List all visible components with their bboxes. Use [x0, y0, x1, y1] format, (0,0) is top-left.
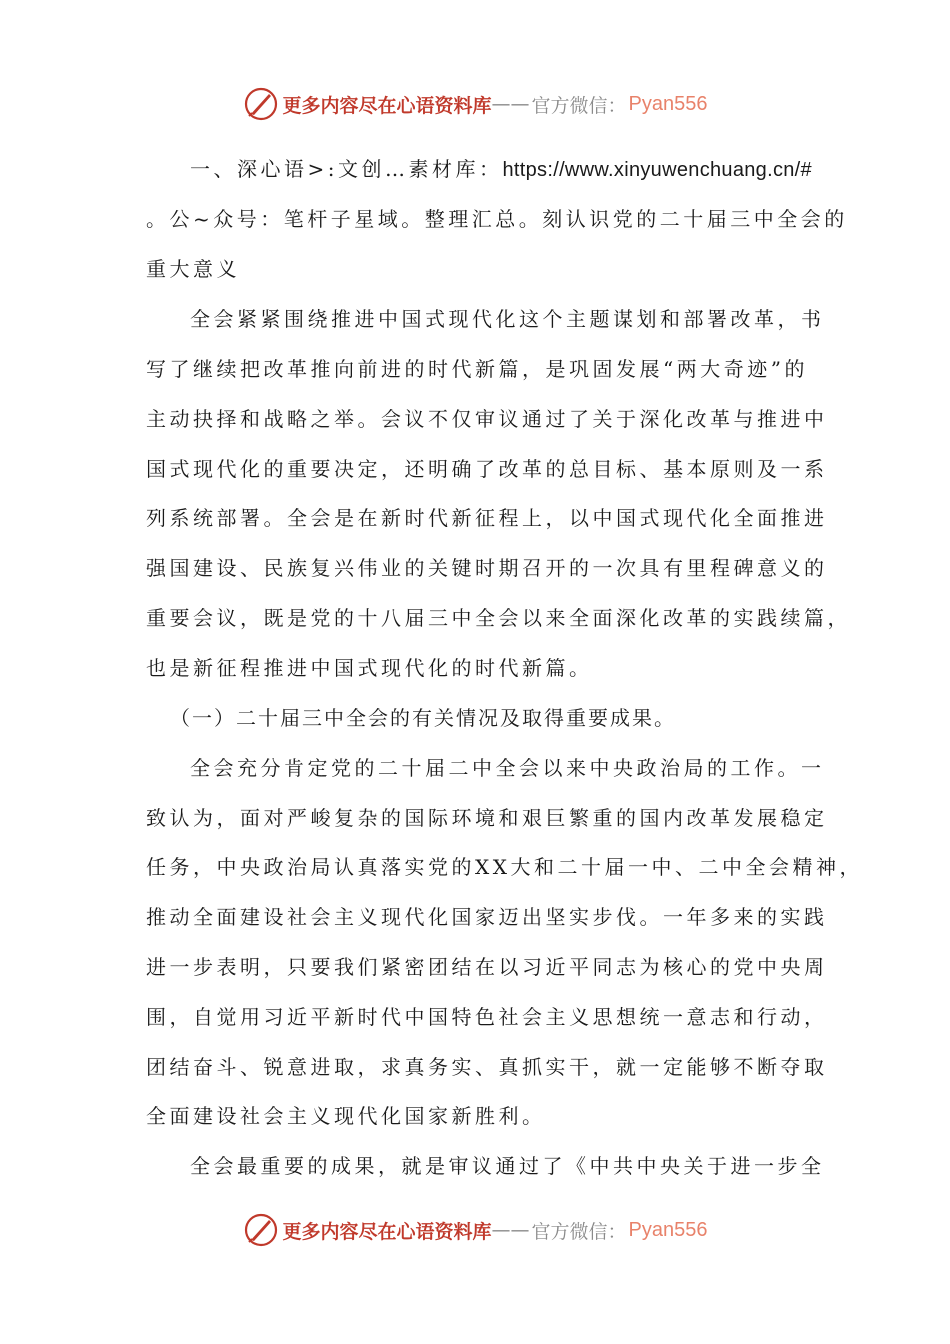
- body-line: 主动抉择和战略之举。会议不仅审议通过了关于深化改革与推进中: [146, 407, 828, 431]
- body-line: 列系统部署。全会是在新时代新征程上，以中国式现代化全面推进: [146, 506, 828, 530]
- body-line: 围，自觉用习近平新时代中国特色社会主义思想统一意志和行动，: [146, 1005, 828, 1029]
- body-line: 重要会议，既是党的十八届三中全会以来全面深化改革的实践续篇，: [146, 606, 851, 630]
- body-line: 全会紧紧围绕推进中国式现代化这个主题谋划和部署改革，书: [190, 307, 825, 331]
- source-url: https://www.xinyuwenchuang.cn/#: [502, 159, 812, 181]
- body-line: 推动全面建设社会主义现代化国家迈出坚实步伐。一年多来的实践: [146, 905, 828, 929]
- body-line: 重大意义: [146, 257, 240, 281]
- body-line: 任务，中央政治局认真落实党的XX大和二十届一中、二中全会精神，: [146, 855, 863, 879]
- body-line: 写了继续把改革推向前进的时代新篇，是巩固发展“两大奇迹”的: [146, 357, 808, 381]
- banner-wechat-handle: Pyan556: [628, 1218, 708, 1241]
- body-line: 团结奋斗、锐意进取，求真务实、真抓实干，就一定能够不断夺取: [146, 1055, 828, 1079]
- banner-wechat-handle: Pyan556: [628, 92, 708, 115]
- banner-brand: 更多内容尽在心语资料库: [282, 1220, 492, 1243]
- banner-wechat-label: 官方微信：: [531, 1220, 627, 1243]
- body-line: 全会最重要的成果，就是审议通过了《中共中央关于进一步全: [190, 1154, 825, 1178]
- body-line: 国式现代化的重要决定，还明确了改革的总目标、基本原则及一系: [146, 457, 828, 481]
- body-line: [190, 154, 812, 185]
- body-line: 全面建设社会主义现代化国家新胜利。: [146, 1104, 546, 1128]
- quill-logo-icon: [243, 86, 279, 122]
- body-line: 也是新征程推进中国式现代化的时代新篇。: [146, 656, 593, 680]
- banner-dash: ——: [491, 93, 530, 115]
- banner-dash: ——: [491, 1219, 530, 1241]
- banner-brand: 更多内容尽在心语资料库: [282, 94, 492, 117]
- heading-prefix: 一、深心语>:文创…素材库：: [190, 157, 503, 181]
- banner-wechat-label: 官方微信：: [531, 94, 627, 117]
- quill-logo-icon: [243, 1212, 279, 1248]
- section-heading: （一）二十届三中全会的有关情况及取得重要成果。: [170, 706, 676, 730]
- body-line: 全会充分肯定党的二十届二中全会以来中央政治局的工作。一: [190, 756, 825, 780]
- body-line: 进一步表明，只要我们紧密团结在以习近平同志为核心的党中央周: [146, 955, 828, 979]
- footer-banner: [0, 1210, 950, 1250]
- body-line: 。公~众号：笔杆子星域。整理汇总。刻认识党的二十届三中全会的: [146, 207, 848, 231]
- body-line: 致认为，面对严峻复杂的国际环境和艰巨繁重的国内改革发展稳定: [146, 806, 828, 830]
- header-banner: [0, 84, 950, 124]
- body-line: 强国建设、民族复兴伟业的关键时期召开的一次具有里程碑意义的: [146, 556, 828, 580]
